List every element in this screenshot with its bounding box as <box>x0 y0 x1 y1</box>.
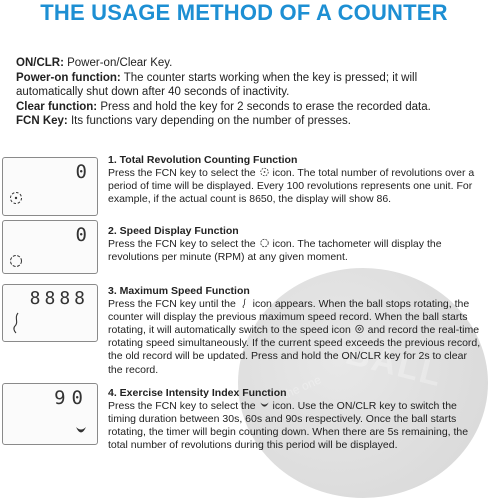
lcd-value: 0 <box>75 224 89 246</box>
section-text: Press the FCN key to select the icon. Use the ON/CLR key to switch the timing duration between 30s, 60s and 90s respectively. Once the ball starts rotating, the timer will begin counting down. When there are 5s remaining, the total number of revolutions during this period will be displayed. <box>108 400 469 452</box>
lcd-display-speed <box>2 220 98 274</box>
max-speed-icon <box>239 298 250 308</box>
intro-block <box>16 56 476 129</box>
section-total-revolution <box>108 154 482 206</box>
intensity-icon <box>75 424 87 436</box>
speed-icon <box>9 254 23 268</box>
lcd-display-intensity <box>2 383 98 445</box>
section-speed-display <box>108 225 482 264</box>
lcd-display-max-speed <box>2 284 98 342</box>
lcd-value: 90 <box>54 387 89 409</box>
lcd-display-revolution <box>2 157 98 216</box>
page-title: THE USAGE METHOD OF A COUNTER <box>40 0 448 25</box>
section-title: 4. Exercise Intensity Index Function <box>108 387 287 399</box>
ball-watermark-text: BALL <box>341 333 447 395</box>
revolution-icon <box>9 191 23 205</box>
section-exercise-intensity <box>108 387 482 452</box>
max-speed-icon <box>11 312 21 334</box>
intro-power: Power-on function: The counter starts working when the key is pressed; it will automatically shut down after 40 seconds of inactivity. <box>16 71 418 98</box>
intro-fcn: FCN Key: Its functions vary depending on the number of presses. <box>16 115 351 127</box>
ball-watermark-subtext: the one <box>280 372 324 402</box>
section-text: Press the FCN key to select the icon. The tachometer will display the revolutions per minute (RPM) at any given moment. <box>108 238 442 264</box>
section-title: 2. Speed Display Function <box>108 225 239 237</box>
lcd-value: 8888 <box>29 288 89 309</box>
section-text: Press the FCN key until the icon appears. When the ball stops rotating, the counter will display the previous maximum speed record. When the ball starts rotating, it will automatically switch to the speed icon and record the real-time rotating speed simultaneously. If the current speed exceeds the previous record, the old record will be updated. Press and hold the ON/CLR key for 2s to clear the record. <box>108 298 481 376</box>
lcd-value: 0 <box>75 161 89 183</box>
section-title: 1. Total Revolution Counting Function <box>108 154 298 166</box>
section-text: Press the FCN key to select the icon. The total number of revolutions over a period of time will be displayed. Every 100 revolutions represents one unit. For example, if the actual count is 8650, the display will show 86. <box>108 167 475 206</box>
intro-onclr: ON/CLR: Power-on/Clear Key. <box>16 57 173 69</box>
intensity-icon <box>259 400 270 410</box>
speed-icon <box>354 324 365 334</box>
speed-icon <box>259 238 270 248</box>
section-maximum-speed <box>108 285 482 377</box>
revolution-icon <box>259 167 270 177</box>
intro-clear: Clear function: Press and hold the key for 2 seconds to erase the recorded data. <box>16 100 431 113</box>
section-title: 3. Maximum Speed Function <box>108 285 250 297</box>
